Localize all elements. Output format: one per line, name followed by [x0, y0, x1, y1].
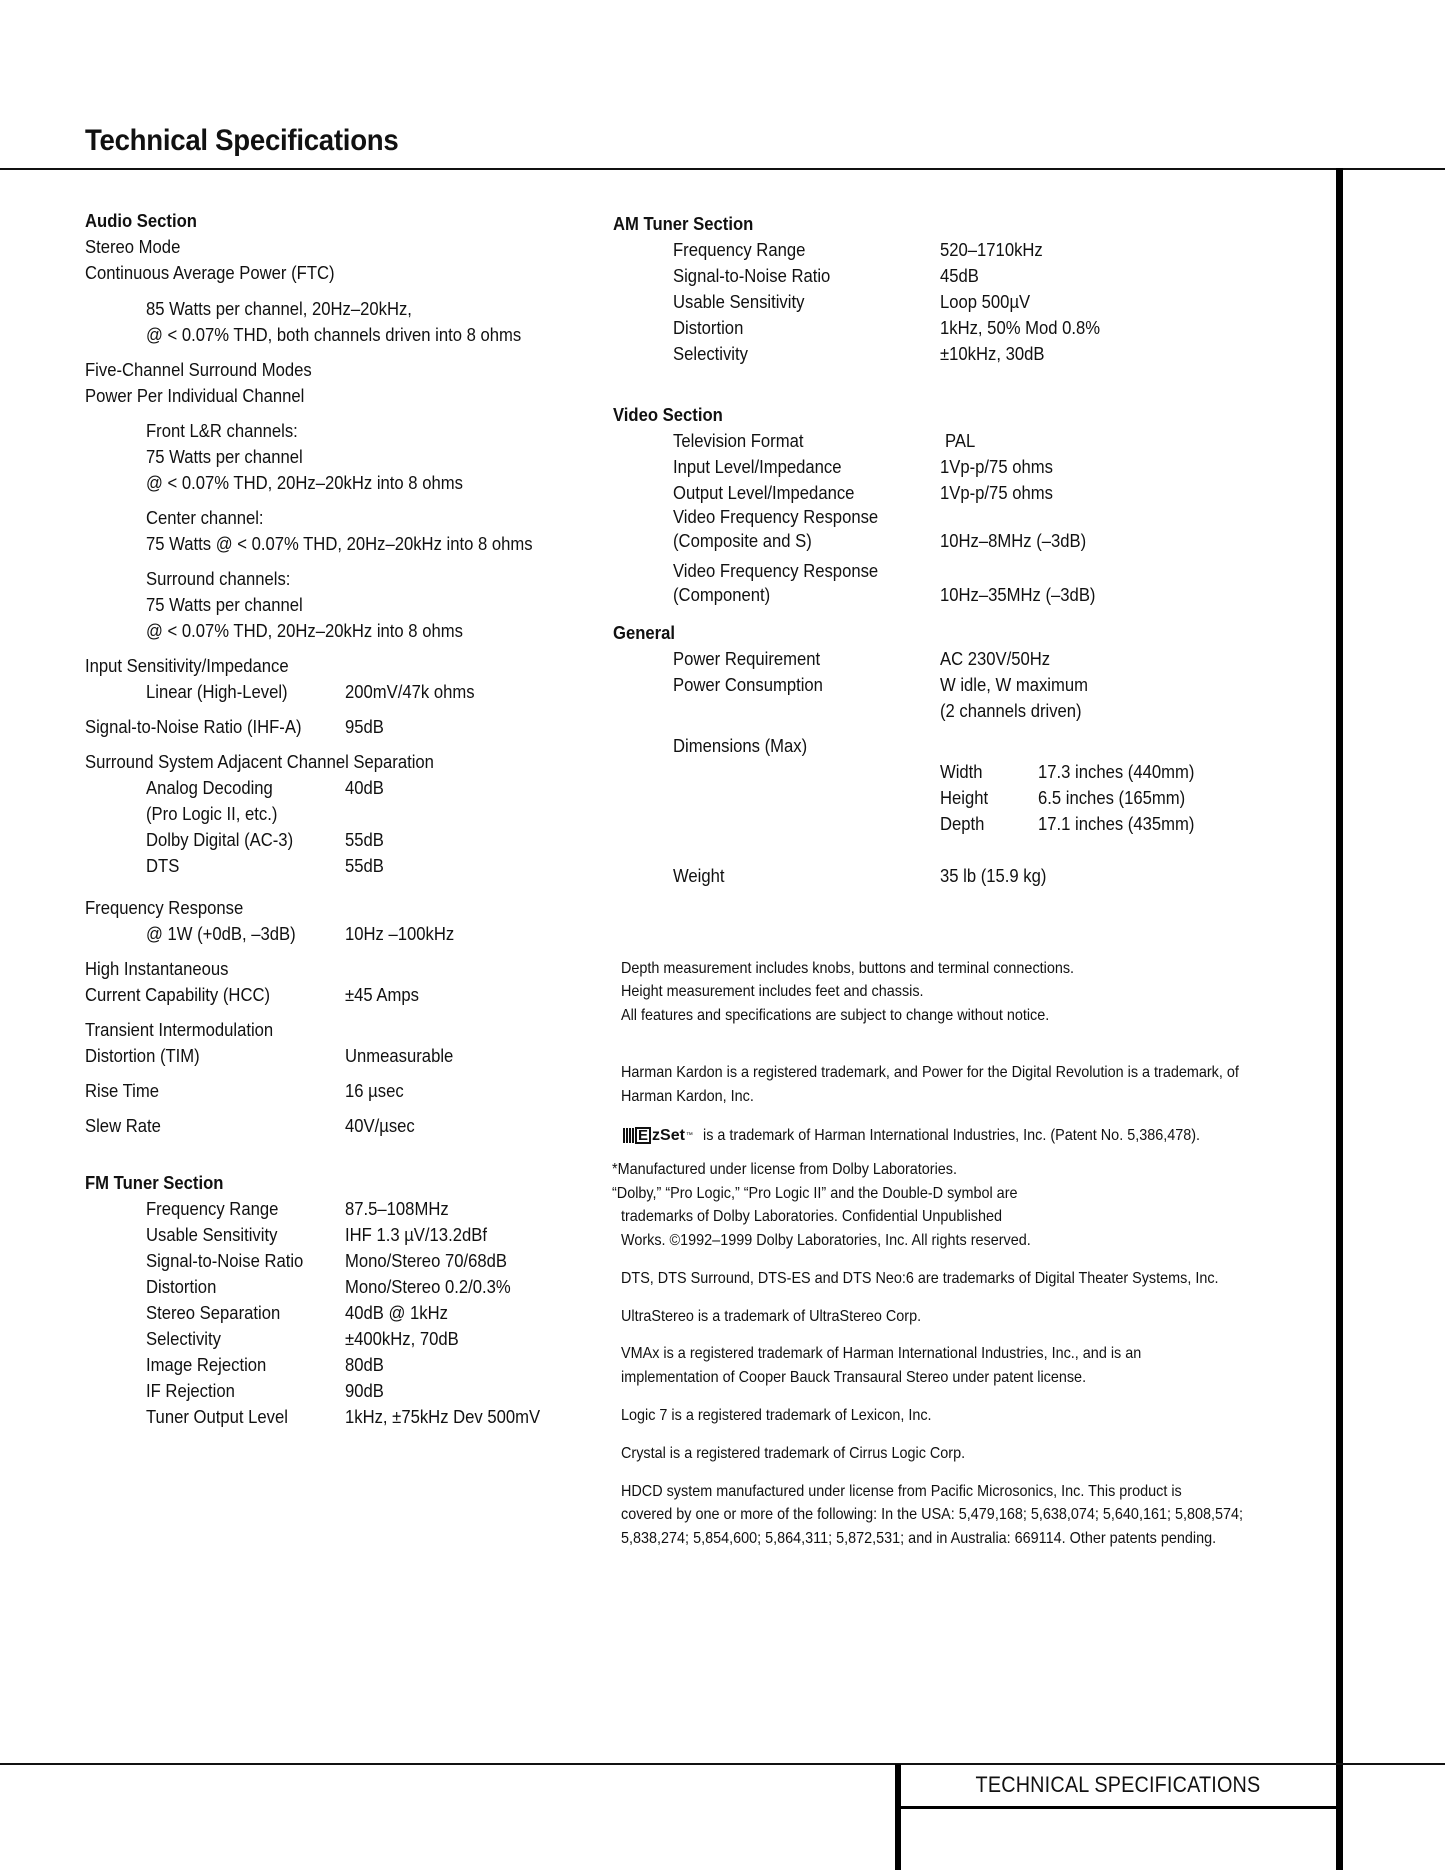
- vmax-note-line1: VMAx is a registered trademark of Harman International Industries, Inc., and is an: [621, 1345, 1142, 1362]
- spec-value: 40dB @ 1kHz: [345, 1302, 448, 1323]
- ezset-logo-text: zSet: [652, 1127, 685, 1145]
- bottom-rule: [0, 1763, 1445, 1765]
- spec-label: Distortion: [673, 317, 744, 338]
- snr-label: Signal-to-Noise Ratio (IHF-A): [85, 716, 302, 737]
- spec-value: 90dB: [345, 1380, 384, 1401]
- logic7-note: Logic 7 is a registered trademark of Lexicon, Inc.: [621, 1407, 932, 1424]
- dolby-label: Dolby Digital (AC-3): [146, 829, 294, 850]
- footer-underline: [898, 1806, 1338, 1809]
- spec-value: Loop 500µV: [940, 291, 1031, 312]
- surround-line1: 75 Watts per channel: [146, 594, 303, 615]
- vmax-note-line2: implementation of Cooper Bauck Transaural Stereo under patent license.: [621, 1369, 1087, 1386]
- hcc-value: ±45 Amps: [345, 984, 419, 1005]
- input-level-label: Input Level/Impedance: [673, 456, 842, 477]
- hcc-label-line2: Current Capability (HCC): [85, 984, 271, 1005]
- ezset-logo-e: E: [635, 1127, 651, 1144]
- power-req-value: AC 230V/50Hz: [940, 648, 1051, 669]
- surround-line2: @ < 0.07% THD, 20Hz–20kHz into 8 ohms: [146, 620, 463, 641]
- tim-value: Unmeasurable: [345, 1045, 454, 1066]
- tim-label-line1: Transient Intermodulation: [85, 1019, 274, 1040]
- height-label: Height: [940, 787, 989, 808]
- vfr-component-label-line1: Video Frequency Response: [673, 560, 879, 581]
- spec-value: 1kHz, ±75kHz Dev 500mV: [345, 1406, 541, 1427]
- front-label: Front L&R channels:: [146, 420, 298, 441]
- weight-value: 35 lb (15.9 kg): [940, 865, 1047, 886]
- spec-label: Signal-to-Noise Ratio: [673, 265, 831, 286]
- slew-rate-value: 40V/µsec: [345, 1115, 415, 1136]
- center-label: Center channel:: [146, 507, 264, 528]
- spec-label: Stereo Separation: [146, 1302, 281, 1323]
- footer-section-label: TECHNICAL SPECIFICATIONS: [975, 1772, 1261, 1797]
- depth-label: Depth: [940, 813, 985, 834]
- page-title: Technical Specifications: [85, 124, 399, 157]
- slew-rate-label: Slew Rate: [85, 1115, 161, 1136]
- harman-kardon-note-line2: Harman Kardon, Inc.: [621, 1088, 754, 1105]
- center-line1: 75 Watts @ < 0.07% THD, 20Hz–20kHz into 8 ohms: [146, 533, 533, 554]
- vfr-component-label-line2: (Component): [673, 584, 771, 605]
- spec-label: Image Rejection: [146, 1354, 267, 1375]
- spec-value: 45dB: [940, 265, 979, 286]
- power-cons-value-line2: (2 channels driven): [940, 700, 1082, 721]
- rise-time-value: 16 µsec: [345, 1080, 404, 1101]
- ezset-note: E zSet ™ is a trademark of Harman International Industries, Inc. (Patent No. 5,386,478).: [623, 1124, 1256, 1148]
- height-value: 6.5 inches (165mm): [1038, 787, 1186, 808]
- harman-kardon-note-line1: Harman Kardon is a registered trademark, and Power for the Digital Revolution is a trademark, of: [621, 1064, 1239, 1081]
- dimensions-label: Dimensions (Max): [673, 735, 808, 756]
- input-level-value: 1Vp-p/75 ohms: [940, 456, 1053, 477]
- spec-label: Selectivity: [146, 1328, 221, 1349]
- spec-label: Frequency Range: [146, 1198, 279, 1219]
- am-heading: AM Tuner Section: [613, 213, 754, 234]
- footer-left-bar: [895, 1764, 901, 1870]
- analog-label: Analog Decoding: [146, 777, 273, 798]
- hdcd-note-line1: HDCD system manufactured under license from Pacific Microsonics, Inc. This product is: [621, 1483, 1182, 1500]
- tim-label-line2: Distortion (TIM): [85, 1045, 200, 1066]
- spec-value: 520–1710kHz: [940, 239, 1043, 260]
- spec-label: Usable Sensitivity: [146, 1224, 278, 1245]
- spec-label: IF Rejection: [146, 1380, 235, 1401]
- spec-label: Selectivity: [673, 343, 748, 364]
- vfr-component-value: 10Hz–35MHz (–3dB): [940, 584, 1096, 605]
- tv-format-value: PAL: [945, 430, 976, 451]
- linear-value: 200mV/47k ohms: [345, 681, 475, 702]
- video-heading: Video Section: [613, 404, 723, 425]
- front-line1: 75 Watts per channel: [146, 446, 303, 467]
- vfr-composite-label-line1: Video Frequency Response: [673, 506, 879, 527]
- tv-format-label: Television Format: [673, 430, 804, 451]
- vfr-composite-label-line2: (Composite and S): [673, 530, 812, 551]
- dolby-note-line1: *Manufactured under license from Dolby Laboratories.: [612, 1161, 957, 1178]
- fm-heading: FM Tuner Section: [85, 1172, 224, 1193]
- output-level-label: Output Level/Impedance: [673, 482, 855, 503]
- spec-label: Usable Sensitivity: [673, 291, 805, 312]
- height-note: Height measurement includes feet and chassis.: [621, 983, 924, 1000]
- crystal-note: Crystal is a registered trademark of Cirrus Logic Corp.: [621, 1445, 966, 1462]
- top-rule: [0, 168, 1445, 170]
- vfr-composite-value: 10Hz–8MHz (–3dB): [940, 530, 1087, 551]
- spec-label: Signal-to-Noise Ratio: [146, 1250, 304, 1271]
- input-sensitivity-label: Input Sensitivity/Impedance: [85, 655, 289, 676]
- power-req-label: Power Requirement: [673, 648, 821, 669]
- depth-note: Depth measurement includes knobs, buttons and terminal connections.: [621, 960, 1075, 977]
- dts-label: DTS: [146, 855, 180, 876]
- cap-label: Continuous Average Power (FTC): [85, 262, 335, 283]
- surround-label: Surround channels:: [146, 568, 291, 589]
- spec-value: Mono/Stereo 0.2/0.3%: [345, 1276, 511, 1297]
- freq-response-label: Frequency Response: [85, 897, 244, 918]
- depth-value: 17.1 inches (435mm): [1038, 813, 1195, 834]
- analog-sub: (Pro Logic II, etc.): [146, 803, 278, 824]
- ppic-label: Power Per Individual Channel: [85, 385, 305, 406]
- freq-response-value: 10Hz –100kHz: [345, 923, 455, 944]
- width-value: 17.3 inches (440mm): [1038, 761, 1195, 782]
- front-line2: @ < 0.07% THD, 20Hz–20kHz into 8 ohms: [146, 472, 463, 493]
- spec-value: IHF 1.3 µV/13.2dBf: [345, 1224, 487, 1245]
- weight-label: Weight: [673, 865, 725, 886]
- ultrastereo-note: UltraStereo is a trademark of UltraStereo Corp.: [621, 1308, 922, 1325]
- dts-note: DTS, DTS Surround, DTS-ES and DTS Neo:6 are trademarks of Digital Theater Systems, Inc.: [621, 1270, 1219, 1287]
- linear-label: Linear (High-Level): [146, 681, 288, 702]
- freq-response-sub: @ 1W (+0dB, –3dB): [146, 923, 296, 944]
- power-cons-value-line1: W idle, W maximum: [940, 674, 1089, 695]
- right-margin-bar: [1336, 168, 1343, 1870]
- spec-value: 87.5–108MHz: [345, 1198, 449, 1219]
- hcc-label-line1: High Instantaneous: [85, 958, 229, 979]
- change-note: All features and specifications are subject to change without notice.: [621, 1007, 1050, 1024]
- spec-label: Frequency Range: [673, 239, 806, 260]
- dts-value: 55dB: [345, 855, 384, 876]
- hdcd-note-line3: 5,838,274; 5,854,600; 5,864,311; 5,872,531; and in Australia: 669114. Other patents pending.: [621, 1530, 1217, 1547]
- width-label: Width: [940, 761, 983, 782]
- rise-time-label: Rise Time: [85, 1080, 160, 1101]
- general-heading: General: [613, 622, 676, 643]
- cap-value-line2: @ < 0.07% THD, both channels driven into 8 ohms: [146, 324, 522, 345]
- spec-value: 80dB: [345, 1354, 384, 1375]
- spec-label: Tuner Output Level: [146, 1406, 288, 1427]
- snr-value: 95dB: [345, 716, 384, 737]
- output-level-value: 1Vp-p/75 ohms: [940, 482, 1053, 503]
- stereo-mode-label: Stereo Mode: [85, 236, 181, 257]
- spec-value: Mono/Stereo 70/68dB: [345, 1250, 507, 1271]
- spec-value: ±10kHz, 30dB: [940, 343, 1045, 364]
- dolby-note-line3: trademarks of Dolby Laboratories. Confidential Unpublished: [621, 1208, 1003, 1225]
- spec-label: Distortion: [146, 1276, 217, 1297]
- dolby-note-line2: “Dolby,” “Pro Logic,” “Pro Logic II” and the Double-D symbol are: [612, 1185, 1018, 1202]
- power-cons-label: Power Consumption: [673, 674, 823, 695]
- dolby-value: 55dB: [345, 829, 384, 850]
- analog-value: 40dB: [345, 777, 384, 798]
- hdcd-note-line2: covered by one or more of the following: In the USA: 5,479,168; 5,638,074; 5,640,161; 5,808,574;: [621, 1506, 1244, 1523]
- separation-label: Surround System Adjacent Channel Separation: [85, 751, 434, 772]
- dolby-note-line4: Works. ©1992–1999 Dolby Laboratories, Inc. All rights reserved.: [621, 1232, 1031, 1249]
- five-channel-label: Five-Channel Surround Modes: [85, 359, 312, 380]
- spec-value: 1kHz, 50% Mod 0.8%: [940, 317, 1101, 338]
- audio-heading: Audio Section: [85, 210, 197, 231]
- spec-value: ±400kHz, 70dB: [345, 1328, 459, 1349]
- ezset-logo: E zSet ™: [623, 1124, 693, 1148]
- cap-value-line1: 85 Watts per channel, 20Hz–20kHz,: [146, 298, 412, 319]
